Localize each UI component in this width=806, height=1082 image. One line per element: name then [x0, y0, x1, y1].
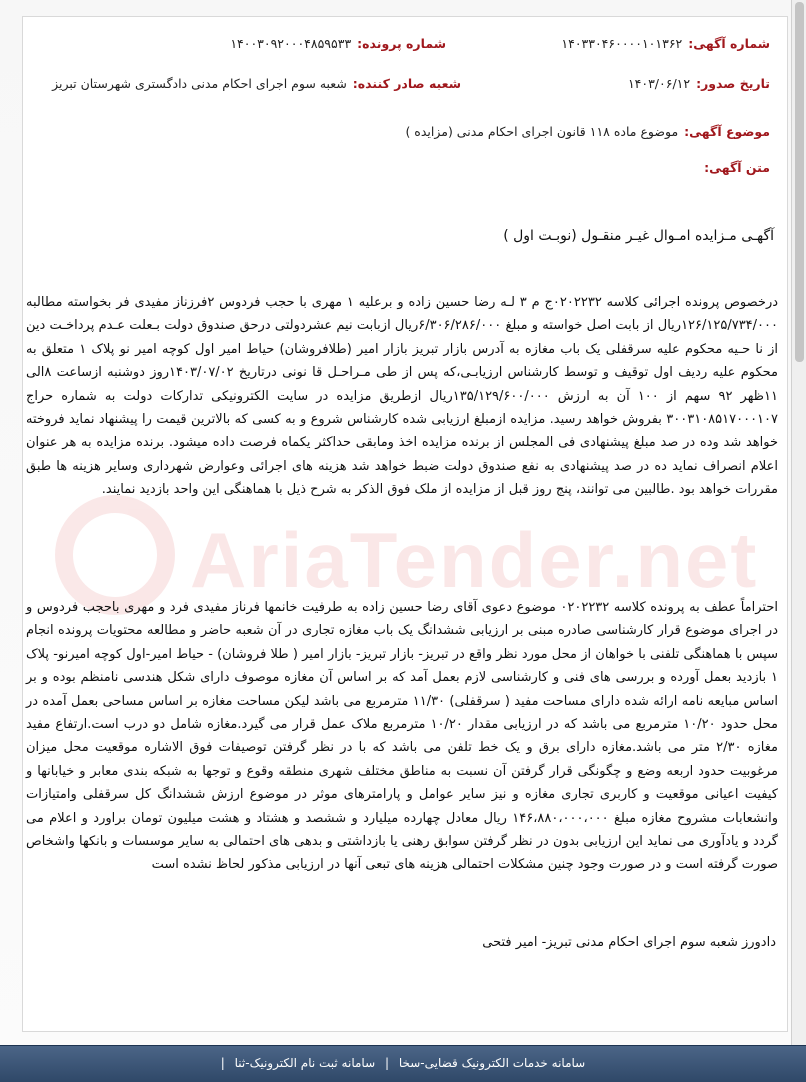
signature: دادورز شعبه سوم اجرای احکام مدنی تبریز- امیر فتحی	[482, 935, 776, 950]
case-number	[230, 36, 446, 51]
ad-number	[561, 36, 770, 51]
paragraph-1-text: درخصوص پرونده اجرائی کلاسه ۰۲۰۲۲۳۲ج م ۳ لـه رضا حسین زاده و برعلیه ۱ مهری با حجب فردوس ۲فرزناز مفیدی فر بخواسته مطالبه ۱۲۶/۱۲۵/۷۳۴/۰۰۰ریال از بابت اصل خواسته و مبلغ ۶/۳۰۶/۲۸۶/۰۰۰ریال ازبابت نیم عشردولتی درحق صندوق دولت بـعلت عـدم پرداخـت دین از نا حـیه محکوم علیه سرقفلی یک باب مغازه به آدرس بازار تبریز بازار امیر (طلافروشان) حیاط امیر اول کوچه امیر نو پلاک ۱ متعلق به محکوم علیه ردیف اول توقیف و توسط کارشناس ارزیابـی،که پس از طی مـراحـل قا نونی درتاریخ ۱۴۰۳/۰۷/۰۲روز دوشنبه ازساعت ۸الی ۱۱ظهر ۹۲ سهم از ۱۰۰ آن به ارزش ۱۳۵/۱۲۹/۶۰۰/۰۰۰ریال ازطریق مزایده در سایت الکترونیکی تدارکات دولت به شماره حراج ۳۰۰۳۱۰۸۵۱۷۰۰۰۱۰۷ بفروش خواهد رسید. مزایده ازمبلغ ارزیابی شده کارشناس شروع و به کسی که بالاترین قیمت را پیشنهاد نماید فروخته خواهد شد وده در صد مبلغ پیشنهادی فی المجلس از برنده مزایده اخذ ومابقی حداکثر یکماه فرصت داده میشود. برنده مزایده به هر عنوان اعلام انصراف نماید ده در صد پیشنهادی به نفع صندوق دولت ضبط خواهد شد هزینه های اجرائی وعوارض شهرداری وسایر هزینه ها طبق مقررات خواهد بود .طالبین می توانند، پنج روز قبل از مزایده از ملک فوق الذکر به شرح ذیل با هماهنگی این واحد بازدید نمایند.	[26, 295, 779, 498]
footer-separator: |	[384, 1056, 389, 1070]
footer-bar	[0, 1045, 806, 1082]
vertical-scrollbar[interactable]	[791, 0, 806, 1045]
body-label	[698, 160, 770, 175]
ad-number-label: شماره آگهی:	[688, 36, 770, 51]
footer-separator-end: |	[220, 1056, 225, 1070]
notice-paragraph-1	[26, 291, 778, 502]
notice-title: آگهـی مـزایده امـوال غیـر منقـول (نوبـت اول )	[503, 228, 774, 244]
subject-value: موضوع ماده ۱۱۸ قانون اجرای احکام مدنی (مزایده )	[405, 124, 679, 139]
body-label-text: متن آگهی:	[704, 160, 770, 175]
footer-links	[0, 1056, 806, 1070]
notice-paragraph-2	[26, 596, 778, 877]
scrollbar-thumb[interactable]	[795, 2, 804, 362]
footer-link-sakha[interactable]: سامانه خدمات الکترونیک قضایی-سخا	[398, 1056, 586, 1070]
notice-card	[22, 16, 788, 1032]
subject-label: موضوع آگهی:	[684, 124, 770, 139]
issuer-value: شعبه سوم اجرای احکام مدنی دادگستری شهرستان تبریز	[52, 76, 347, 91]
case-number-value: ۱۴۰۰۳۰۹۲۰۰۰۴۸۵۹۵۳۳	[230, 36, 352, 51]
issue-date-label: تاریخ صدور:	[696, 76, 770, 91]
issuer	[52, 76, 461, 91]
issue-date-value: ۱۴۰۳/۰۶/۱۲	[627, 76, 691, 91]
footer-link-sana[interactable]: سامانه ثبت نام الکترونیک-ثنا	[234, 1056, 376, 1070]
issue-date	[628, 76, 770, 91]
case-number-label: شماره پرونده:	[357, 36, 446, 51]
ad-number-value: ۱۴۰۳۳۰۴۶۰۰۰۰۱۰۱۳۶۲	[561, 36, 683, 51]
paragraph-2-text: احتراماً عطف به پرونده کلاسه ۰۲۰۲۲۳۲ موضوع دعوی آقای رضا حسین زاده به طرفیت خانمها فرناز مفیدی فرد و مهری باحجب فردوس و در اجرای موضوع قرار کارشناسی صادره مبنی بر ارزیابی ششدانگ یک باب مغازه تجاری در آن شعبه حاضر و مطالعه محتویات پرونده انجام سپس با هماهنگی تلفنی با خواهان از محل مورد نظر واقع در تبریز- بازار تبریز- بازار امیر ( طلا فروشان) - حیاط امیر-اول کوچه امیرنو- پلاک ۱ بازدید بعمل آورده و بررسی های فنی و کارشناسی لازم بعمل آمد که بر اساس آن مغازه موصوف دارای شکل هندسی نامنظم بوده و بر اساس مبایعه نامه ارائه شده دارای مساحت مفید ( سرقفلی) ۱۱/۳۰ مترمربع می باشد لیکن مساحت مغازه بر اساس مساحی بعمل آمده در محل حدود ۱۰/۲۰ مترمربع می باشد که در ارزیابی مقدار ۱۰/۲۰ مترمربع ملاک عمل قرار می گیرد.مغازه شامل دو درب است.ارتفاع مفید مغازه ۲/۳۰ متر می باشد.مغازه دارای برق و یک خط تلفن می باشد که با در نظر گرفتن توصیفات فوق الاشاره موقعیت محل میزان مرغوبیت حدود اربعه وضع و چگونگی قرار گرفتن آن نسبت به مناطق مختلف شهری منطقه وقوع و توجها به شبکه بندی معابر و خیابانها و کیفیت اعیانی موقعیت و کاربری تجاری مغازه و نیز سایر عوامل و پارامترهای موثر در موضوع ارزش ششدانگ کل سرقفلی وامتیازات وانشعابات مشروح مغازه مبلغ ۱۴۶،۸۸۰،۰۰۰،۰۰۰ ریال معادل چهارده میلیارد و ششصد و هشتاد و هشت میلیون تومان براورد و اعلام می گردد و یادآوری می نماید این ارزیابی بدون در نظر گرفتن سوابق رهنی یا بازداشتی و بدهی های احتمالی به سایر موسسات و بانکها واشخاص صورت گرفته است و در صورت وجود چنین مشکلات احتمالی هزینه های تبعی آنها در ارزیابی مذکور لحاظ نشده است	[26, 600, 779, 873]
subject	[405, 124, 770, 139]
issuer-label: شعبه صادر کننده:	[352, 76, 461, 91]
